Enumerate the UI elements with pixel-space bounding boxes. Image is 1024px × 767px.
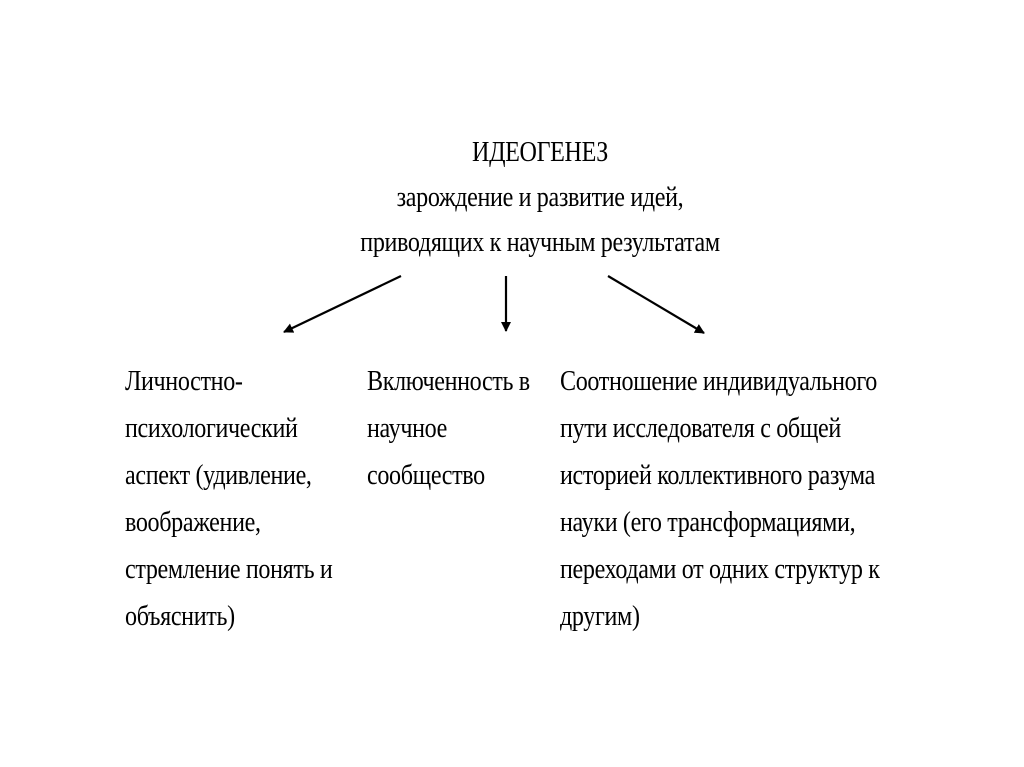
arrow-left [284,276,401,332]
branch-personal-psychological: Личностно- психологический аспект (удивление, воображение, стремление понять и объяснить) [125,366,333,632]
branch-individual-collective: Соотношение индивидуального пути исследователя с общей историей коллективного разума науки (его трансформациями, переходами от одних структур к другим) [560,366,880,632]
branch-scientific-community: Включенность в научное сообщество [367,366,530,491]
root-title: ИДЕОГЕНЕЗ [472,137,608,168]
arrow-right [608,276,704,333]
root-subtitle-line-1: зарождение и развитие идей, [396,182,684,213]
root-subtitle-line-2: приводящих к научным результатам [360,227,720,258]
